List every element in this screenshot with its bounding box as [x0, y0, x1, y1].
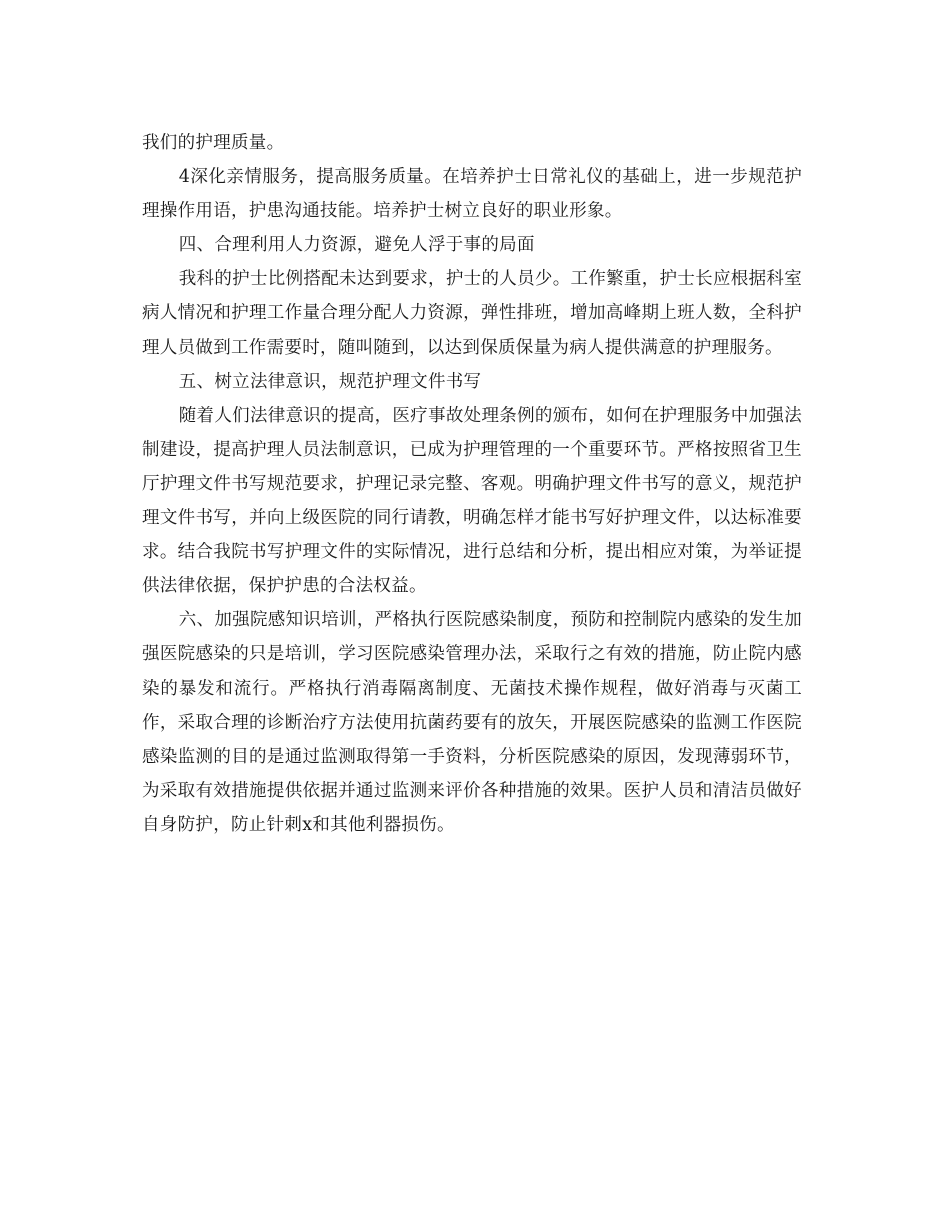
section-heading-4: 四、合理利用人力资源，避免人浮于事的局面 [178, 235, 535, 256]
document-body [142, 126, 802, 842]
paragraph-staffing: 我科的护士比例搭配未达到要求，护士的人员少。工作繁重，护士长应根据科室病人情况和护理工作量合理分配人力资源，弹性排班，增加高峰期上班人数，全科护理人员做到工作需要时，随叫随到，以达到保质保量为病人提供满意的护理服务。 [142, 269, 802, 358]
paragraph-item-4: 4深化亲情服务，提高服务质量。在培养护士日常礼仪的基础上，进一步规范护理操作用语，护患沟通技能。培养护士树立良好的职业形象。 [142, 167, 802, 222]
paragraph-infection-control: 六、加强院感知识培训，严格执行医院感染制度，预防和控制院内感染的发生加强医院感染的只是培训，学习医院感染管理办法，采取行之有效的措施，防止院内感染的暴发和流行。严格执行消毒隔离制度、无菌技术操作规程，做好消毒与灭菌工作，采取合理的诊断治疗方法使用抗菌药要有的放矢，开展医院感染的监测工作医院感染监测的目的是通过监测取得第一手资料，分析医院感染的原因，发现薄弱环节，为采取有效措施提供依据并通过监测来评价各种措施的效果。医护人员和清洁员做好自身防护，防止针刺x和其他利器损伤。 [142, 610, 802, 835]
paragraph-legal: 随着人们法律意识的提高，医疗事故处理条例的颁布，如何在护理服务中加强法制建设，提高护理人员法制意识，已成为护理管理的一个重要环节。严格按照省卫生厅护理文件书写规范要求，护理记录完整、客观。明确护理文件书写的意义，规范护理文件书写，并向上级医院的同行请教，明确怎样才能书写好护理文件，以达标准要求。结合我院书写护理文件的实际情况，进行总结和分析，提出相应对策，为举证提供法律依据，保护护患的合法权益。 [142, 405, 802, 597]
paragraph-continuation: 我们的护理质量。 [142, 133, 285, 153]
section-heading-5: 五、树立法律意识，规范护理文件书写 [178, 371, 482, 392]
